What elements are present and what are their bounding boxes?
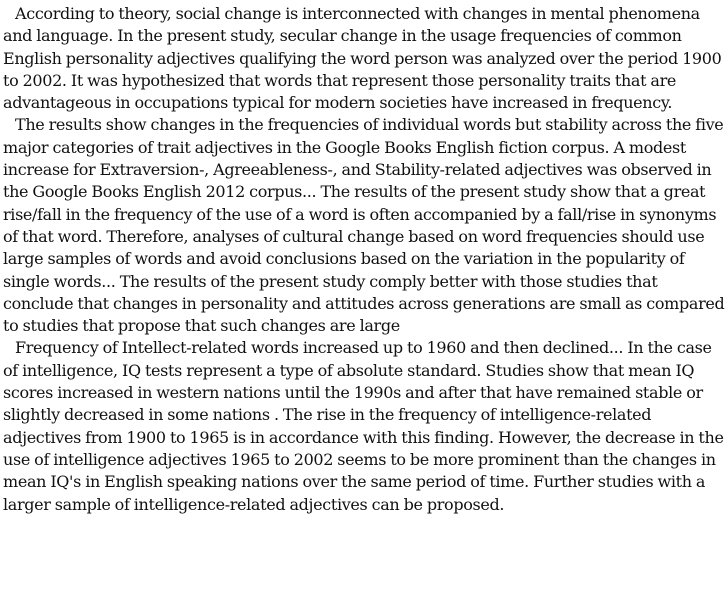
paragraph-2: The results show changes in the frequencies of individual words but stability across the five major categories of trait adjectives in the Google Books English fiction corpus. A modest increase for Extraversion-, Agreeableness-, and Stability-related adjectives was observed in the Google Books English 2012 corpus... The results of the present study show that a great rise/fall in the frequency of the use of a word is often accompanied by a fall/rise in synonyms of that word. Therefore, analyses of cultural change based on word frequencies should use large samples of words and avoid conclusions based on the variation in the popularity of single words... The results of the present study comply better with those studies that conclude that changes in personality and attitudes across generations are small as compared to studies that propose that such changes are large — [3, 115, 725, 336]
paragraph-1: According to theory, social change is interconnected with changes in mental phenomena and language. In the present study, secular change in the usage frequencies of common English personality adjectives qualifying the word person was analyzed over the period 1900 to 2002. It was hypothesized that words that represent those personality traits that are advantageous in occupations typical for modern societies have increased in frequency. — [3, 4, 722, 113]
document-body — [3, 3, 725, 516]
paragraph-3: Frequency of Intellect-related words increased up to 1960 and then declined... In the case of intelligence, IQ tests represent a type of absolute standard. Studies show that mean IQ scores increased in western nations until the 1990s and after that have remained stable or slightly decreased in some nations . The rise in the frequency of intelligence-related adjectives from 1900 to 1965 is in accordance with this finding. However, the decrease in the use of intelligence adjectives 1965 to 2002 seems to be more prominent than the changes in mean IQ's in English speaking nations over the same period of time. Further studies with a larger sample of intelligence-related adjectives can be proposed. — [3, 338, 724, 514]
